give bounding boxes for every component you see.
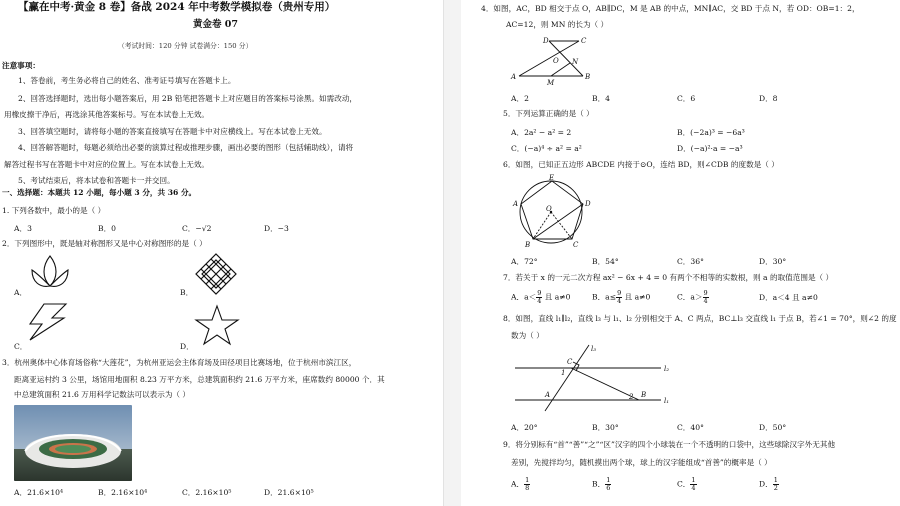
q3-option-a[interactable]: A．21.6×10⁴ [14,488,64,497]
q7-a-suffix: 且 a≠0 [542,292,571,302]
q7-option-c[interactable] [677,290,709,305]
q1-option-d[interactable]: D．−3 [264,224,289,233]
q9-b-fraction: $\frac{1}{6}$ [606,476,611,492]
q7-option-b[interactable] [592,290,650,305]
question-1-stem: 1. 下列各数中，最小的是（ ） [2,206,106,215]
question-6-stem: 6．如图，已知正五边形 ABCDE 内接于⊙O，连结 BD，则∠CDB 的度数是（ ） [503,160,779,169]
q8-label-l1: l₁ [664,397,670,405]
notice-line: 5、考试结束后，将本试卷和答题卡一并交回。 [18,176,175,185]
lightning-figure [26,302,70,342]
q7-option-d[interactable]: D．a＜4 且 a≠0 [759,293,818,302]
q1-option-c[interactable]: C．−√2 [182,224,212,233]
q4-option-d[interactable]: D．8 [759,94,778,103]
q7-a-fraction: $\frac{9}{4}$ [537,289,542,305]
q4-option-a[interactable]: A．2 [511,94,529,103]
right-page [461,0,900,506]
q8-label-a: A [545,391,551,399]
q6-label-c: C [573,241,579,249]
q8-option-a[interactable]: A．20° [511,423,538,432]
q8-label-l2: l₂ [664,365,670,373]
knot-figure [194,252,238,296]
lotus-figure [26,252,74,294]
exam-title: 【赢在中考·黄金 8 卷】备战 2024 年中考数学模拟卷（贵州专用） [18,1,336,13]
q1-option-b[interactable]: B．0 [98,224,117,233]
q3-option-b[interactable]: B．2.16×10⁴ [98,488,148,497]
q8-option-c[interactable]: C．40° [677,423,704,432]
q4-option-b[interactable]: B．4 [592,94,611,103]
q9-c-fraction: $\frac{1}{4}$ [691,476,696,492]
q7-option-a[interactable] [511,290,571,305]
notice-line: 3、回答填空题时，请将每小题的答案直接填写在答题卡中对应横线上。写在本试卷上无效。 [18,127,327,136]
q8-label-c: C [567,358,573,366]
q2-option-c[interactable]: C． [14,342,28,351]
q7-c-prefix: C．a＞ [677,292,703,302]
q1-option-a[interactable]: A．3 [14,224,32,233]
q9-option-c[interactable]: C． $\frac{1}{4}$ [677,476,696,492]
q5-option-c[interactable]: C．(−a)⁴ ÷ a² = a² [511,144,582,153]
q7-b-fraction: $\frac{9}{4}$ [617,289,622,305]
q4-label-c: C [581,37,587,45]
question-8-line: 8．如图，直线 l₁∥l₂，直线 l₃ 与 l₁、l₂ 分别相交于 A、C 两点，BC⊥l₃ 交直线 l₁ 于点 B，若∠1 = 70°，则∠2 的度 [503,314,897,323]
question-9-line: 9．将分别标有“首”“善”“之”“区”汉字的四个小球装在一个不透明的口袋中，这些球除汉字外无其他 [503,440,836,449]
q2-option-a[interactable]: A． [14,288,28,297]
q7-a-prefix: A．a＜ [511,292,537,302]
question-3-line: 3．杭州奥体中心体育场俗称“大莲花”，为杭州亚运会主体育场及田径项目比赛场地，位于杭州市滨江区， [2,358,357,367]
q7-c-fraction: $\frac{9}{4}$ [703,289,708,305]
notice-line: 2、回答选择题时，选出每小题答案后，用 2B 铅笔把答题卡上对应题目的答案标号涂黑。如需改动， [18,94,358,103]
q2-option-d[interactable]: D． [180,342,194,351]
q2-option-b[interactable]: B． [180,288,194,297]
notice-line: 1、答卷前，考生务必将自己的姓名、准考证号填写在答题卡上。 [18,76,236,85]
exam-subtitle: 黄金卷 07 [193,19,239,30]
q9-a-fraction: $\frac{1}{8}$ [525,476,530,492]
q8-label-1: 1 [561,369,566,377]
question-2-stem: 2．下列图形中，既是轴对称图形又是中心对称图形的是（ ） [2,239,207,248]
question-3-line: 距离亚运村约 3 公里，场馆用地面积 8.23 万平方米，总建筑面积约 21.6 万平方米，座席数约 80000 个．其 [14,375,385,384]
q8-option-b[interactable]: B．30° [592,423,619,432]
q4-label-a: A [511,73,517,81]
q6-label-a: A [513,200,519,208]
q6-option-d[interactable]: D．30° [759,257,787,266]
q8-figure [511,343,681,413]
q4-label-o: O [553,57,559,65]
q9-d-fraction: $\frac{1}{2}$ [773,476,778,492]
notice-line: 4、回答解答题时，每题必须给出必要的演算过程或推理步骤，画出必要的图形（包括辅助线），请将 [18,143,354,152]
stadium-photo [14,405,132,481]
q4-label-d: D [543,37,549,45]
q9-option-b[interactable]: B． $\frac{1}{6}$ [592,476,611,492]
q5-option-d[interactable]: D．(−a)²·a = −a³ [677,144,743,153]
q4-label-b: B [585,73,591,81]
q4-label-m: M [547,79,555,87]
q5-option-a[interactable]: A．2a² − a² = 2 [511,128,572,137]
q6-label-d: D [585,200,591,208]
left-page [0,0,443,506]
q6-label-e: E [549,174,555,182]
q8-label-b: B [641,391,647,399]
page-gutter [443,0,463,506]
question-3-line: 中总建筑面积 21.6 万用科学记数法可以表示为（ ） [14,390,191,399]
star-figure [194,304,240,346]
q7-b-prefix: B．a≤ [592,292,617,302]
exam-info: （考试时间：120 分钟 试卷满分：150 分） [118,42,253,50]
question-4-line: AC=12，则 MN 的长为（ ） [506,20,609,29]
q8-option-d[interactable]: D．50° [759,423,787,432]
q5-option-b[interactable]: B．(−2a)³ = −6a³ [677,128,745,137]
q8-label-2: 2 [629,393,634,401]
q8-label-l3: l₃ [591,345,597,353]
q6-figure [511,175,591,249]
section-heading: 一、选择题：本题共 12 小题，每小题 3 分，共 36 分。 [2,188,197,197]
question-8-line: 数为（ ） [511,331,544,340]
notice-line: 解答过程书写在答题卡中对应的位置上。写在本试卷上无效。 [4,160,210,169]
q7-b-suffix: 且 a≠0 [622,292,651,302]
notice-title: 注意事项： [2,61,40,70]
notice-line: 用橡皮擦干净后，再选涂其他答案标号。写在本试卷上无效。 [4,110,210,119]
q6-label-o: O [546,205,552,213]
q3-option-c[interactable]: C．2.16×10⁵ [182,488,232,497]
q9-option-d[interactable]: D． $\frac{1}{2}$ [759,476,778,492]
question-9-line: 差别，先搅拌均匀，随机摸出两个球，球上的汉字能组成“首善”的概率是（ ） [511,458,772,467]
q6-option-b[interactable]: B．54° [592,257,619,266]
q3-option-d[interactable]: D．21.6×10⁵ [264,488,314,497]
q4-label-n: N [572,58,579,66]
question-4-line: 4．如图，AC，BD 相交于点 O，AB∥DC，M 是 AB 的中点，MN∥AC，交 BD 于点 N，若 OD：OB=1：2， [481,4,860,13]
q4-figure [507,36,597,86]
q9-option-a[interactable]: A． $\frac{1}{8}$ [511,476,530,492]
q4-option-c[interactable]: C．6 [677,94,696,103]
q6-label-b: B [525,241,531,249]
question-7-stem: 7．若关于 x 的一元二次方程 ax² − 6x + 4 = 0 有两个不相等的实数根，则 a 的取值范围是（ ） [503,273,834,282]
q6-option-a[interactable]: A．72° [511,257,538,266]
q6-option-c[interactable]: C．36° [677,257,704,266]
question-5-stem: 5．下列运算正确的是（ ） [503,109,594,118]
